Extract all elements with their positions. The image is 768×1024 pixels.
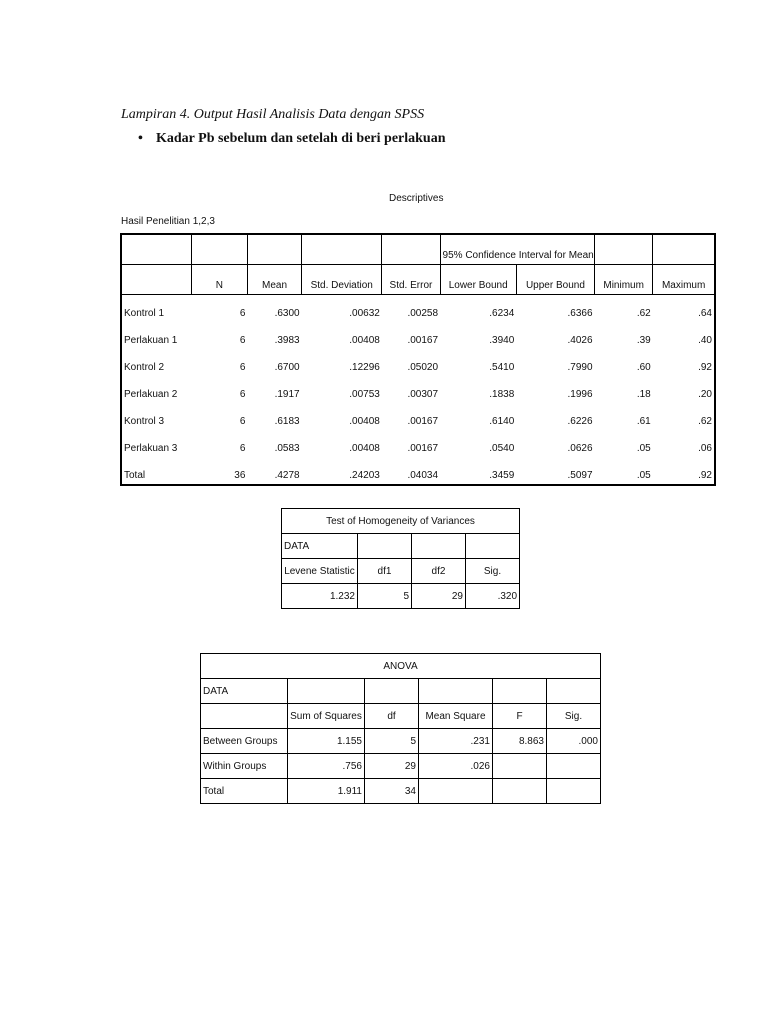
table-cell: .5410	[489, 362, 515, 373]
table-row	[201, 754, 601, 779]
homogeneity-value-row	[282, 584, 520, 609]
table-cell: .05	[636, 443, 651, 454]
table-cell: .92	[698, 362, 712, 373]
table-cell: 34	[365, 779, 419, 804]
table-cell: .04034	[407, 470, 439, 481]
table-cell: .5097	[567, 470, 593, 481]
anova-title: ANOVA	[201, 654, 601, 679]
table-cell: .6700	[274, 362, 300, 373]
table-row	[121, 376, 715, 403]
row-label: Perlakuan 3	[124, 443, 178, 454]
column-header: Levene Statistic	[282, 559, 358, 584]
column-header: df	[365, 704, 419, 729]
table-row	[201, 729, 601, 754]
column-header: F	[493, 704, 547, 729]
appendix-heading: Lampiran 4. Output Hasil Analisis Data dengan SPSS	[121, 107, 425, 122]
anova-table	[200, 653, 601, 804]
table-cell: .00408	[349, 335, 380, 346]
table-cell: .7990	[567, 362, 593, 373]
table-cell: .00167	[407, 335, 439, 346]
column-header: Minimum	[595, 265, 653, 295]
anova-header-row	[201, 704, 601, 729]
table-cell: 6	[239, 308, 246, 319]
table-cell: .3459	[489, 470, 515, 481]
homogeneity-title-row	[282, 509, 520, 534]
table-cell: .92	[698, 470, 712, 481]
table-cell: 1.911	[288, 779, 365, 804]
column-header: df1	[358, 559, 412, 584]
row-label: Within Groups	[201, 754, 288, 779]
descriptives-header-row-2	[121, 265, 715, 295]
column-header: Sig.	[466, 559, 520, 584]
homogeneity-variable-row	[282, 534, 520, 559]
table-cell: .0540	[489, 443, 515, 454]
table-cell: .6300	[274, 308, 300, 319]
table-cell: 1.232	[282, 584, 358, 609]
row-label: Kontrol 2	[124, 362, 165, 373]
table-cell: .1838	[489, 389, 515, 400]
table-cell: .6140	[489, 416, 515, 427]
table-cell: .4278	[274, 470, 300, 481]
table-cell: .231	[419, 729, 493, 754]
table-row	[121, 349, 715, 376]
ci-header: 95% Confidence Interval for Mean	[440, 234, 595, 265]
homogeneity-table	[281, 508, 520, 609]
table-row	[121, 430, 715, 457]
table-cell: .40	[698, 335, 712, 346]
table-cell: .026	[419, 754, 493, 779]
table-cell: .18	[636, 389, 651, 400]
row-label: Kontrol 1	[124, 308, 165, 319]
table-cell: .00307	[407, 389, 439, 400]
column-header: Lower Bound	[440, 265, 516, 295]
table-cell: .39	[636, 335, 651, 346]
table-cell: .0583	[274, 443, 300, 454]
column-header: N	[191, 265, 247, 295]
row-label: Kontrol 3	[124, 416, 165, 427]
table-cell: .00408	[349, 416, 380, 427]
column-header: Upper Bound	[516, 265, 594, 295]
table-row	[121, 322, 715, 349]
table-cell: 1.155	[288, 729, 365, 754]
table-cell: .320	[466, 584, 520, 609]
column-header: Sig.	[547, 704, 601, 729]
table-cell	[419, 779, 493, 804]
table-cell: .6366	[567, 308, 593, 319]
table-cell: 6	[239, 362, 246, 373]
table-cell: .756	[288, 754, 365, 779]
table-cell: 5	[365, 729, 419, 754]
descriptives-header-row-1	[121, 234, 715, 265]
table-row	[121, 403, 715, 430]
variable-label: DATA	[201, 679, 288, 704]
table-cell: .0626	[567, 443, 593, 454]
variable-label: DATA	[282, 534, 358, 559]
homogeneity-header-row	[282, 559, 520, 584]
table-cell: .05020	[407, 362, 439, 373]
table-cell: .00632	[349, 308, 380, 319]
column-header: df2	[412, 559, 466, 584]
table-cell: 6	[239, 335, 246, 346]
table-row	[121, 295, 715, 323]
column-header: Std. Error	[382, 265, 440, 295]
table-cell: .1917	[274, 389, 300, 400]
column-header: Std. Deviation	[302, 265, 382, 295]
table-cell: .6183	[274, 416, 300, 427]
table-row	[121, 457, 715, 485]
descriptives-title: Descriptives	[389, 193, 444, 204]
table-cell: .24203	[349, 470, 380, 481]
table-cell: .00167	[407, 443, 439, 454]
anova-title-row	[201, 654, 601, 679]
table-cell	[493, 779, 547, 804]
anova-variable-row	[201, 679, 601, 704]
table-cell: .4026	[567, 335, 593, 346]
table-cell: .06	[698, 443, 712, 454]
table-cell	[493, 754, 547, 779]
homogeneity-title: Test of Homogeneity of Variances	[282, 509, 520, 534]
row-label: Total	[124, 470, 146, 481]
table-cell: .00408	[349, 443, 380, 454]
table-cell: .00753	[349, 389, 380, 400]
table-cell: .3983	[274, 335, 300, 346]
column-header: Maximum	[653, 265, 715, 295]
descriptives-subtitle: Hasil Penelitian 1,2,3	[121, 216, 215, 227]
table-cell: .60	[636, 362, 651, 373]
table-cell: .6226	[567, 416, 593, 427]
table-cell: 36	[234, 470, 246, 481]
descriptives-table	[120, 233, 716, 486]
table-cell: 29	[412, 584, 466, 609]
row-label: Perlakuan 1	[124, 335, 178, 346]
bullet-text: Kadar Pb sebelum dan setelah di beri perlakuan	[156, 131, 446, 146]
table-cell: .20	[698, 389, 712, 400]
row-label: Between Groups	[201, 729, 288, 754]
column-header: Mean	[247, 265, 301, 295]
table-cell	[547, 779, 601, 804]
bullet-icon: •	[138, 131, 143, 146]
table-cell: .12296	[349, 362, 380, 373]
row-label: Total	[201, 779, 288, 804]
table-cell: 29	[365, 754, 419, 779]
table-cell: .1996	[567, 389, 593, 400]
table-cell: .00167	[407, 416, 439, 427]
column-header: Mean Square	[419, 704, 493, 729]
table-cell: .00258	[407, 308, 439, 319]
table-cell: .62	[698, 416, 712, 427]
table-cell: 5	[358, 584, 412, 609]
row-label: Perlakuan 2	[124, 389, 178, 400]
table-cell: .61	[636, 416, 651, 427]
table-cell: .62	[636, 308, 651, 319]
table-cell: .3940	[489, 335, 515, 346]
table-cell: 6	[239, 416, 246, 427]
column-header: Sum of Squares	[288, 704, 365, 729]
table-cell: .6234	[489, 308, 515, 319]
table-cell: 8.863	[493, 729, 547, 754]
table-cell	[547, 754, 601, 779]
table-cell: 6	[239, 443, 246, 454]
table-cell: .64	[698, 308, 712, 319]
table-row	[201, 779, 601, 804]
table-cell: .000	[547, 729, 601, 754]
table-cell: 6	[239, 389, 246, 400]
bullet-item	[138, 131, 446, 147]
table-cell: .05	[636, 470, 651, 481]
